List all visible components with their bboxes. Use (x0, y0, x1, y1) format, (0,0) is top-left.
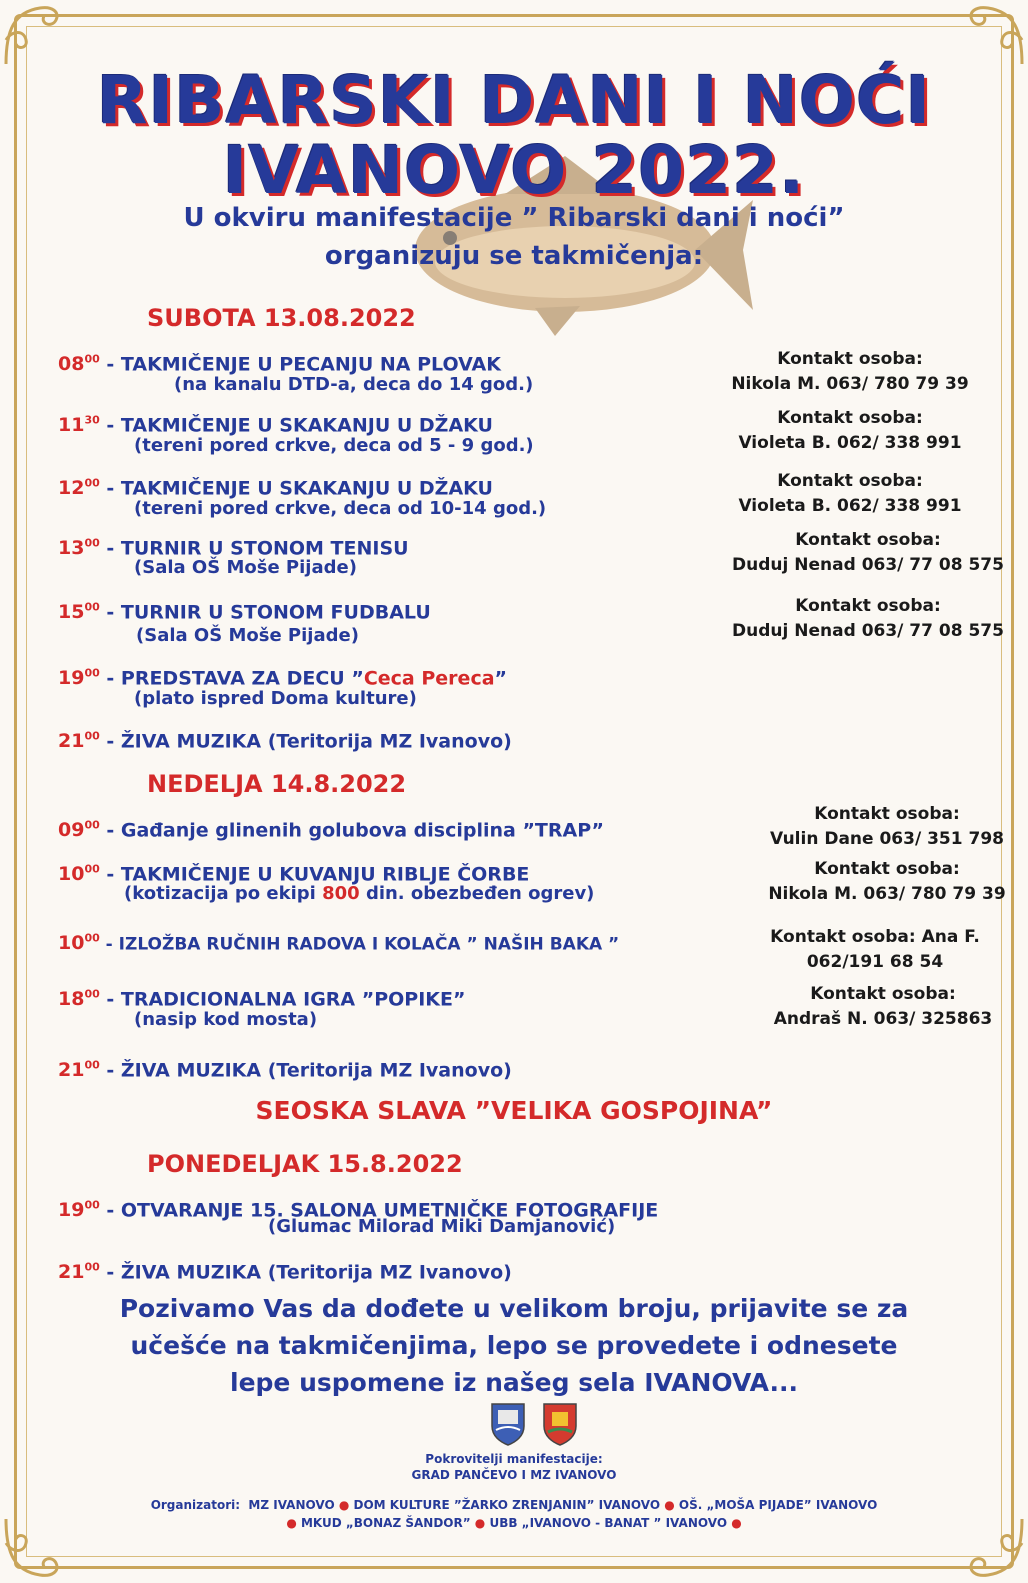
subtitle: U okviru manifestacije ” Ribarski dani i noći” (183, 203, 845, 233)
patrons: Pokrovitelji manifestacije: GRAD PANČEVO I MZ IVANOVO (411, 1452, 617, 1482)
event-item: $08^{00}$ - TAKMIČENJE U PECANJU NA PLOVAK (58, 353, 501, 376)
event-item: $15^{00}$ - TURNIR U STONOM FUDBALU (58, 601, 431, 624)
event-item: $21^{00}$ - ŽIVA MUZIKA (Teritorija MZ Ivanovo) (58, 1059, 512, 1082)
event-item: $09^{00}$ - Gađanje glinenih golubova disciplina ”TRAP” (58, 819, 604, 842)
event-item: $21^{00}$ - ŽIVA MUZIKA (Teritorija MZ Ivanovo) (58, 1261, 512, 1284)
contact: Kontakt osoba: Duduj Nenad 063/ 77 08 575 (732, 530, 1004, 575)
contact: Kontakt osoba: Nikola M. 063/ 780 79 39 (768, 859, 1006, 904)
day-heading: PONEDELJAK 15.8.2022 (147, 1150, 463, 1178)
contact: Kontakt osoba: Violeta B. 062/ 338 991 (738, 471, 962, 516)
event-title: TAKMIČENJE U KUVANJU RIBLJE ČORBE (120, 863, 530, 886)
poster-title: RIBARSKI DANI I NOĆI (96, 62, 932, 139)
event-item: $19^{00}$ - OTVARANJE 15. SALONA UMETNIČKE FOTOGRAFIJE (58, 1199, 659, 1222)
event-detail: (kotizacija po ekipi 800 din. obezbeđen ogrev) (124, 883, 595, 904)
event-time: $19^{00}$ (58, 667, 100, 690)
event-item: $13^{00}$ - TURNIR U STONOM TENISU (58, 537, 409, 560)
event-time: $10^{00}$ (58, 932, 100, 955)
event-item: $12^{00}$ - TAKMIČENJE U SKAKANJU U DŽAKU (58, 477, 493, 500)
event-time: $12^{00}$ (58, 477, 100, 500)
event-time: $21^{00}$ (58, 730, 100, 753)
organizers-line: ● MKUD „BONAZ ŠANDOR” ● UBB „IVANOVO - BANAT ” IVANOVO ● (286, 1516, 742, 1530)
event-time: $19^{00}$ (58, 1199, 100, 1222)
event-time: $18^{00}$ (58, 988, 100, 1011)
poster-title-year: IVANOVO 2022. (222, 132, 806, 209)
day-heading: NEDELJA 14.8.2022 (147, 770, 407, 798)
event-item: $21^{00}$ - ŽIVA MUZIKA (Teritorija MZ Ivanovo) (58, 730, 512, 753)
event-detail: (nasip kod mosta) (134, 1009, 318, 1030)
day-heading: SUBOTA 13.08.2022 (147, 304, 416, 332)
ornament-corner-icon (0, 0, 70, 70)
contact: Kontakt osoba: Nikola M. 063/ 780 79 39 (731, 349, 969, 394)
event-title: OTVARANJE 15. SALONA UMETNIČKE FOTOGRAFIJE (120, 1199, 659, 1222)
contact: Kontakt osoba: Duduj Nenad 063/ 77 08 575 (732, 596, 1004, 641)
pancevo-coat-of-arms-icon (488, 1398, 528, 1446)
contact: Kontakt osoba: Ana F. 062/191 68 54 (770, 927, 980, 972)
event-detail: (na kanalu DTD-a, deca do 14 god.) (174, 374, 534, 395)
event-title: IZLOŽBA RUČNIH RADOVA I KOLAČA ” NAŠIH BAKA ” (118, 934, 620, 955)
event-time: $21^{00}$ (58, 1059, 100, 1082)
event-item: $18^{00}$ - TRADICIONALNA IGRA ”POPIKE” (58, 988, 466, 1011)
village-feast-heading: SEOSKA SLAVA ”VELIKA GOSPOJINA” (255, 1096, 773, 1125)
event-item: $10^{00}$ - IZLOŽBA RUČNIH RADOVA I KOLAČA ” NAŠIH BAKA ” (58, 932, 620, 955)
event-time: $08^{00}$ (58, 353, 100, 376)
event-detail: (Sala OŠ Moše Pijade) (134, 557, 357, 578)
event-title: TURNIR U STONOM FUDBALU (120, 601, 431, 624)
event-time: $10^{00}$ (58, 863, 100, 886)
event-title: ŽIVA MUZIKA (Teritorija MZ Ivanovo) (120, 1059, 512, 1082)
event-time: $21^{00}$ (58, 1261, 100, 1284)
event-detail: (Glumac Milorad Miki Damjanović) (268, 1216, 616, 1237)
event-title: TAKMIČENJE U SKAKANJU U DŽAKU (120, 414, 493, 437)
ivanovo-coat-of-arms-icon (540, 1398, 580, 1446)
ornament-corner-icon (958, 0, 1028, 70)
subtitle: organizuju se takmičenja: (324, 241, 704, 271)
event-time: $13^{00}$ (58, 537, 100, 560)
event-title: PREDSTAVA ZA DECU ” (120, 667, 364, 690)
event-detail: (Sala OŠ Moše Pijade) (136, 625, 359, 646)
event-time: $15^{00}$ (58, 601, 100, 624)
event-title: TAKMIČENJE U SKAKANJU U DŽAKU (120, 477, 493, 500)
event-detail: (plato ispred Doma kulture) (134, 688, 417, 709)
event-title: ŽIVA MUZIKA (Teritorija MZ Ivanovo) (120, 1261, 512, 1284)
event-title: TAKMIČENJE U PECANJU NA PLOVAK (120, 353, 501, 376)
event-title: TRADICIONALNA IGRA ”POPIKE” (120, 988, 466, 1011)
event-title: ŽIVA MUZIKA (Teritorija MZ Ivanovo) (120, 730, 512, 753)
contact: Kontakt osoba: Andraš N. 063/ 325863 (773, 984, 993, 1029)
contact: Kontakt osoba: Violeta B. 062/ 338 991 (738, 408, 962, 453)
event-time: $11^{30}$ (58, 414, 100, 437)
event-detail: (tereni pored crkve, deca od 10-14 god.) (134, 498, 547, 519)
event-title: TURNIR U STONOM TENISU (120, 537, 409, 560)
event-detail: (tereni pored crkve, deca od 5 - 9 god.) (134, 435, 534, 456)
event-title: Gađanje glinenih golubova disciplina ”TRAP” (120, 819, 604, 842)
event-item: $19^{00}$ - PREDSTAVA ZA DECU ”Ceca Pereca” (58, 667, 508, 690)
organizers-line: Organizatori: MZ IVANOVO ● DOM KULTURE ”ŽARKO ZRENJANIN” IVANOVO ● OŠ. „MOŠA PIJADE” IVANOVO (150, 1498, 878, 1512)
contact: Kontakt osoba: Vulin Dane 063/ 351 798 (770, 804, 1004, 849)
invitation-text: Pozivamo Vas da dođete u velikom broju, prijavite se za učešće na takmičenjima, lepo se provedete i odnesete lepe uspomene iz našeg sela IVANOVA... (119, 1294, 909, 1397)
event-item: $11^{30}$ - TAKMIČENJE U SKAKANJU U DŽAKU (58, 414, 493, 437)
event-item: $10^{00}$ - TAKMIČENJE U KUVANJU RIBLJE ČORBE (58, 863, 530, 886)
event-time: $09^{00}$ (58, 819, 100, 842)
